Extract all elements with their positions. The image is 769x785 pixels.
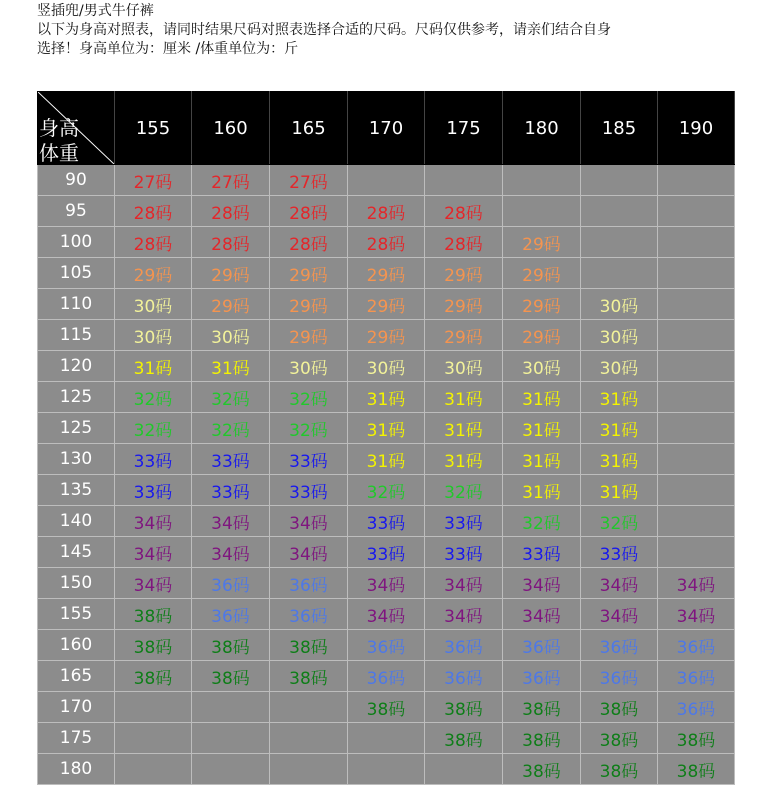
size-cell: 38码	[115, 661, 192, 692]
weight-label: 165	[38, 661, 115, 692]
empty-cell	[658, 537, 735, 568]
weight-label: 130	[38, 444, 115, 475]
height-axis-label: 身高	[39, 116, 79, 140]
size-chart	[37, 91, 734, 782]
size-cell: 36码	[658, 630, 735, 661]
size-cell: 36码	[503, 661, 581, 692]
size-cell: 28码	[115, 196, 192, 227]
size-cell: 34码	[115, 537, 192, 568]
unit-line: 选择！身高单位为：厘米 /体重单位为：斤	[37, 41, 299, 57]
size-cell: 34码	[581, 599, 658, 630]
size-cell: 38码	[581, 723, 658, 754]
weight-label: 120	[38, 351, 115, 382]
size-cell: 38码	[503, 723, 581, 754]
empty-cell	[581, 165, 658, 196]
weight-label: 125	[38, 382, 115, 413]
size-cell: 28码	[425, 227, 503, 258]
size-cell: 30码	[115, 289, 192, 320]
height-header-180: 180	[503, 92, 581, 165]
size-cell: 29码	[270, 289, 348, 320]
size-cell: 33码	[270, 475, 348, 506]
size-cell: 33码	[348, 537, 425, 568]
table-body	[38, 165, 735, 785]
empty-cell	[658, 506, 735, 537]
empty-cell	[425, 165, 503, 196]
size-cell: 38码	[115, 630, 192, 661]
size-cell: 31码	[425, 444, 503, 475]
table-row	[38, 227, 735, 258]
empty-cell	[348, 723, 425, 754]
size-cell: 30码	[115, 320, 192, 351]
size-cell: 33码	[425, 506, 503, 537]
size-cell: 32码	[503, 506, 581, 537]
empty-cell	[581, 227, 658, 258]
size-cell: 34码	[503, 568, 581, 599]
size-cell: 34码	[192, 537, 270, 568]
size-cell: 38码	[503, 754, 581, 785]
empty-cell	[658, 227, 735, 258]
size-cell: 36码	[503, 630, 581, 661]
weight-label: 155	[38, 599, 115, 630]
empty-cell	[115, 723, 192, 754]
size-cell: 29码	[270, 320, 348, 351]
size-cell: 29码	[192, 289, 270, 320]
size-cell: 31码	[192, 351, 270, 382]
size-cell: 30码	[348, 351, 425, 382]
size-cell: 33码	[115, 475, 192, 506]
size-cell: 34码	[425, 599, 503, 630]
size-cell: 34码	[581, 568, 658, 599]
height-header-190: 190	[658, 92, 735, 165]
size-cell: 32码	[115, 382, 192, 413]
table-row	[38, 444, 735, 475]
size-cell: 38码	[425, 692, 503, 723]
size-cell: 31码	[425, 413, 503, 444]
table-row	[38, 258, 735, 289]
size-cell: 34码	[270, 506, 348, 537]
empty-cell	[658, 475, 735, 506]
size-cell: 38码	[658, 754, 735, 785]
size-cell: 28码	[192, 227, 270, 258]
size-cell: 32码	[270, 413, 348, 444]
size-cell: 34码	[658, 599, 735, 630]
empty-cell	[658, 444, 735, 475]
size-cell: 29码	[348, 289, 425, 320]
empty-cell	[192, 692, 270, 723]
empty-cell	[192, 754, 270, 785]
table-row	[38, 475, 735, 506]
size-cell: 38码	[192, 630, 270, 661]
empty-cell	[425, 754, 503, 785]
weight-label: 115	[38, 320, 115, 351]
empty-cell	[503, 165, 581, 196]
table-row	[38, 723, 735, 754]
empty-cell	[658, 165, 735, 196]
height-header-155: 155	[115, 92, 192, 165]
size-cell: 33码	[192, 444, 270, 475]
size-cell: 32码	[425, 475, 503, 506]
size-cell: 29码	[503, 227, 581, 258]
weight-label: 145	[38, 537, 115, 568]
intro-text	[37, 2, 757, 59]
size-cell: 28码	[192, 196, 270, 227]
weight-label: 175	[38, 723, 115, 754]
size-cell: 30码	[581, 320, 658, 351]
size-cell: 29码	[503, 289, 581, 320]
size-cell: 34码	[192, 506, 270, 537]
empty-cell	[658, 382, 735, 413]
weight-label: 160	[38, 630, 115, 661]
empty-cell	[658, 258, 735, 289]
size-cell: 29码	[425, 289, 503, 320]
size-cell: 33码	[503, 537, 581, 568]
size-cell: 28码	[270, 196, 348, 227]
size-cell: 36码	[581, 661, 658, 692]
size-cell: 27码	[192, 165, 270, 196]
size-cell: 28码	[348, 227, 425, 258]
weight-label: 125	[38, 413, 115, 444]
weight-label: 100	[38, 227, 115, 258]
size-cell: 33码	[115, 444, 192, 475]
size-cell: 28码	[348, 196, 425, 227]
size-cell: 31码	[348, 444, 425, 475]
empty-cell	[270, 723, 348, 754]
size-cell: 30码	[192, 320, 270, 351]
size-cell: 33码	[425, 537, 503, 568]
size-cell: 36码	[192, 568, 270, 599]
size-cell: 31码	[348, 382, 425, 413]
size-cell: 27码	[115, 165, 192, 196]
size-cell: 38码	[348, 692, 425, 723]
weight-label: 95	[38, 196, 115, 227]
size-cell: 31码	[425, 382, 503, 413]
size-cell: 34码	[503, 599, 581, 630]
size-cell: 29码	[348, 320, 425, 351]
size-cell: 31码	[503, 413, 581, 444]
empty-cell	[503, 196, 581, 227]
size-cell: 36码	[658, 692, 735, 723]
size-cell: 36码	[581, 630, 658, 661]
size-cell: 34码	[115, 568, 192, 599]
table-row	[38, 351, 735, 382]
table-row	[38, 630, 735, 661]
size-cell: 36码	[348, 630, 425, 661]
table-row	[38, 289, 735, 320]
size-cell: 30码	[270, 351, 348, 382]
size-cell: 31码	[503, 475, 581, 506]
size-cell: 38码	[115, 599, 192, 630]
size-cell: 30码	[581, 289, 658, 320]
empty-cell	[115, 692, 192, 723]
size-cell: 38码	[581, 692, 658, 723]
size-cell: 32码	[115, 413, 192, 444]
product-title: 竖插兜/男式牛仔裤	[37, 3, 154, 19]
size-cell: 29码	[503, 258, 581, 289]
height-header-175: 175	[425, 92, 503, 165]
table-row	[38, 754, 735, 785]
weight-label: 170	[38, 692, 115, 723]
size-cell: 38码	[581, 754, 658, 785]
size-cell: 31码	[503, 382, 581, 413]
size-cell: 33码	[348, 506, 425, 537]
size-cell: 38码	[192, 661, 270, 692]
size-cell: 29码	[348, 258, 425, 289]
size-cell: 31码	[581, 413, 658, 444]
size-cell: 34码	[115, 506, 192, 537]
size-cell: 31码	[348, 413, 425, 444]
empty-cell	[658, 413, 735, 444]
weight-label: 90	[38, 165, 115, 196]
table-row	[38, 692, 735, 723]
size-cell: 30码	[503, 351, 581, 382]
table-row	[38, 506, 735, 537]
size-cell: 32码	[192, 413, 270, 444]
empty-cell	[348, 165, 425, 196]
empty-cell	[270, 754, 348, 785]
height-header-185: 185	[581, 92, 658, 165]
size-cell: 36码	[192, 599, 270, 630]
size-cell: 31码	[581, 475, 658, 506]
size-cell: 31码	[115, 351, 192, 382]
empty-cell	[658, 320, 735, 351]
size-cell: 31码	[503, 444, 581, 475]
height-header-165: 165	[270, 92, 348, 165]
size-cell: 36码	[425, 661, 503, 692]
table-row	[38, 661, 735, 692]
size-cell: 36码	[348, 661, 425, 692]
table-row	[38, 165, 735, 196]
size-cell: 28码	[270, 227, 348, 258]
size-cell: 29码	[425, 320, 503, 351]
weight-label: 110	[38, 289, 115, 320]
weight-label: 105	[38, 258, 115, 289]
corner-header	[38, 92, 115, 165]
empty-cell	[270, 692, 348, 723]
table-row	[38, 320, 735, 351]
size-cell: 34码	[270, 537, 348, 568]
empty-cell	[658, 351, 735, 382]
height-header-160: 160	[192, 92, 270, 165]
size-cell: 33码	[192, 475, 270, 506]
size-cell: 31码	[581, 444, 658, 475]
empty-cell	[115, 754, 192, 785]
empty-cell	[581, 196, 658, 227]
size-cell: 32码	[348, 475, 425, 506]
size-cell: 34码	[348, 568, 425, 599]
size-cell: 32码	[192, 382, 270, 413]
weight-label: 150	[38, 568, 115, 599]
size-cell: 34码	[425, 568, 503, 599]
weight-label: 140	[38, 506, 115, 537]
size-cell: 34码	[348, 599, 425, 630]
size-cell: 28码	[115, 227, 192, 258]
size-cell: 29码	[503, 320, 581, 351]
empty-cell	[348, 754, 425, 785]
size-cell: 36码	[270, 599, 348, 630]
header-row	[38, 92, 735, 165]
size-cell: 31码	[581, 382, 658, 413]
size-cell: 38码	[270, 630, 348, 661]
height-header-170: 170	[348, 92, 425, 165]
size-cell: 29码	[115, 258, 192, 289]
weight-axis-label: 体重	[39, 141, 79, 165]
weight-label: 135	[38, 475, 115, 506]
size-cell: 36码	[658, 661, 735, 692]
size-cell: 32码	[581, 506, 658, 537]
size-cell: 30码	[425, 351, 503, 382]
size-cell: 27码	[270, 165, 348, 196]
size-cell: 32码	[270, 382, 348, 413]
size-cell: 36码	[270, 568, 348, 599]
size-cell: 33码	[581, 537, 658, 568]
size-table	[37, 91, 735, 785]
size-cell: 29码	[270, 258, 348, 289]
empty-cell	[192, 723, 270, 754]
size-cell: 29码	[425, 258, 503, 289]
size-cell: 38码	[658, 723, 735, 754]
size-cell: 38码	[425, 723, 503, 754]
table-row	[38, 568, 735, 599]
table-row	[38, 413, 735, 444]
weight-label: 180	[38, 754, 115, 785]
table-row	[38, 537, 735, 568]
empty-cell	[658, 289, 735, 320]
size-cell: 34码	[658, 568, 735, 599]
size-cell: 36码	[425, 630, 503, 661]
instruction-line: 以下为身高对照表，请同时结果尺码对照表选择合适的尺码。尺码仅供参考，请亲们结合自身	[37, 22, 611, 38]
size-cell: 33码	[270, 444, 348, 475]
empty-cell	[658, 196, 735, 227]
empty-cell	[581, 258, 658, 289]
size-cell: 38码	[270, 661, 348, 692]
size-cell: 28码	[425, 196, 503, 227]
table-row	[38, 382, 735, 413]
size-cell: 29码	[192, 258, 270, 289]
size-cell: 30码	[581, 351, 658, 382]
size-cell: 38码	[503, 692, 581, 723]
table-row	[38, 196, 735, 227]
table-row	[38, 599, 735, 630]
